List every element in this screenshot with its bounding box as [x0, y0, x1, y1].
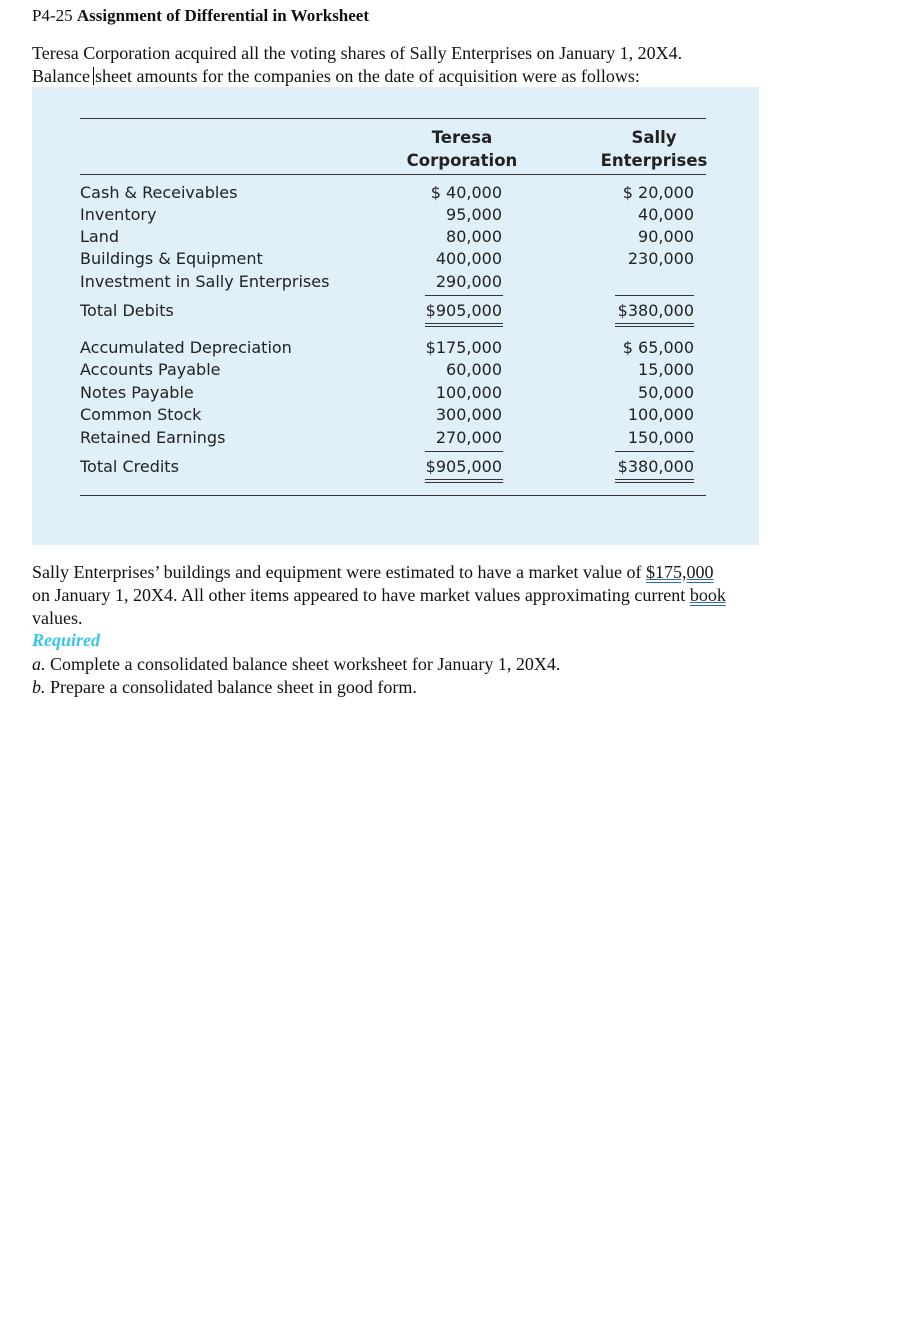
double-rule-teresa — [425, 479, 503, 483]
table-bottom-rule — [80, 495, 706, 496]
teresa-value: 270,000 — [435, 428, 502, 447]
sally-value: 15,000 — [638, 360, 694, 379]
teresa-value: 300,000 — [435, 405, 502, 424]
double-rule-teresa — [425, 323, 503, 327]
table-row — [80, 248, 706, 270]
row-label: Total Debits — [80, 301, 174, 320]
task-b-text: Prepare a consolidated balance sheet in good form. — [50, 677, 417, 697]
teresa-value: $905,000 — [425, 301, 502, 320]
table-row — [80, 359, 706, 381]
teresa-value: 95,000 — [446, 205, 502, 224]
row-label: Inventory — [80, 205, 157, 224]
subtotal-rule-teresa — [425, 451, 503, 452]
intro-line-2 — [32, 65, 872, 88]
double-rule-sally — [615, 323, 694, 327]
row-label: Accounts Payable — [80, 360, 221, 379]
table-row — [80, 182, 706, 204]
column-header-teresa-line2: Corporation — [406, 151, 518, 170]
sally-value: 90,000 — [638, 227, 694, 246]
sally-value: $ 65,000 — [622, 338, 694, 357]
problem-title — [32, 6, 369, 26]
teresa-value: 100,000 — [435, 383, 502, 402]
table-row — [80, 271, 706, 293]
teresa-value: $905,000 — [425, 457, 502, 476]
after-line-3: values. — [32, 608, 83, 628]
intro-paragraph — [32, 42, 872, 88]
sally-value: 100,000 — [627, 405, 694, 424]
intro-line-2-end: sheet amounts for the companies on the date of acquisition were as follows: — [94, 66, 640, 86]
sally-value: 150,000 — [627, 428, 694, 447]
column-header-sally-line1: Sally — [631, 128, 677, 147]
task-a-text: Complete a consolidated balance sheet worksheet for January 1, 20X4. — [50, 654, 561, 674]
row-label: Notes Payable — [80, 383, 194, 402]
header-bottom-rule — [80, 174, 706, 175]
table-top-rule — [80, 118, 706, 119]
after-line-1 — [32, 561, 832, 584]
total-credits-row — [80, 456, 706, 478]
table-row — [80, 427, 706, 449]
sally-value: $380,000 — [617, 301, 694, 320]
sally-value: 40,000 — [638, 205, 694, 224]
market-value-paragraph — [32, 561, 832, 630]
row-label: Cash & Receivables — [80, 183, 238, 202]
row-label: Total Credits — [80, 457, 179, 476]
teresa-value: 80,000 — [446, 227, 502, 246]
table-row — [80, 382, 706, 404]
double-rule-sally — [615, 479, 694, 483]
teresa-value: 400,000 — [435, 249, 502, 268]
sally-value: $ 20,000 — [622, 183, 694, 202]
table-row — [80, 226, 706, 248]
sally-value: 230,000 — [627, 249, 694, 268]
column-header-teresa — [400, 126, 524, 172]
row-label: Retained Earnings — [80, 428, 226, 447]
task-a — [32, 653, 560, 676]
row-label: Buildings & Equipment — [80, 249, 263, 268]
teresa-value: $ 40,000 — [430, 183, 502, 202]
task-a-letter: a. — [32, 654, 46, 674]
text-cursor — [93, 67, 94, 85]
column-header-teresa-line1: Teresa — [431, 128, 493, 147]
table-row — [80, 204, 706, 226]
table-row — [80, 337, 706, 359]
row-label: Common Stock — [80, 405, 202, 424]
book-link[interactable]: book — [689, 585, 726, 605]
market-value-link[interactable]: $175,000 — [645, 562, 714, 582]
teresa-value: 60,000 — [446, 360, 502, 379]
subtotal-rule-sally — [615, 451, 694, 452]
required-tasks — [32, 653, 560, 699]
row-label: Land — [80, 227, 120, 246]
sally-value: 50,000 — [638, 383, 694, 402]
total-debits-row — [80, 300, 706, 322]
task-b-letter: b. — [32, 677, 46, 697]
after-line-2 — [32, 584, 832, 607]
column-header-sally-line2: Enterprises — [600, 151, 708, 170]
task-b — [32, 676, 560, 699]
table-row — [80, 404, 706, 426]
intro-line-1: Teresa Corporation acquired all the voting shares of Sally Enterprises on January 1, 20X4. — [32, 43, 683, 63]
required-heading: Required — [32, 630, 101, 650]
row-label: Investment in Sally Enterprises — [80, 272, 330, 291]
after-line-1-text: Sally Enterprises’ buildings and equipment were estimated to have a market value of — [32, 562, 642, 582]
problem-number: P4-25 — [32, 6, 73, 25]
problem-heading: Assignment of Differential in Worksheet — [76, 6, 370, 25]
subtotal-rule-sally — [615, 295, 694, 296]
teresa-value: 290,000 — [435, 272, 502, 291]
sally-value: $380,000 — [617, 457, 694, 476]
row-label: Accumulated Depreciation — [80, 338, 292, 357]
teresa-value: $175,000 — [425, 338, 502, 357]
after-line-2-text: on January 1, 20X4. All other items appeared to have market values approximating current — [32, 585, 686, 605]
balance-sheet-panel — [32, 87, 759, 545]
subtotal-rule-teresa — [425, 295, 503, 296]
column-header-sally — [594, 126, 714, 172]
intro-line-2-start: Balance — [32, 66, 90, 86]
